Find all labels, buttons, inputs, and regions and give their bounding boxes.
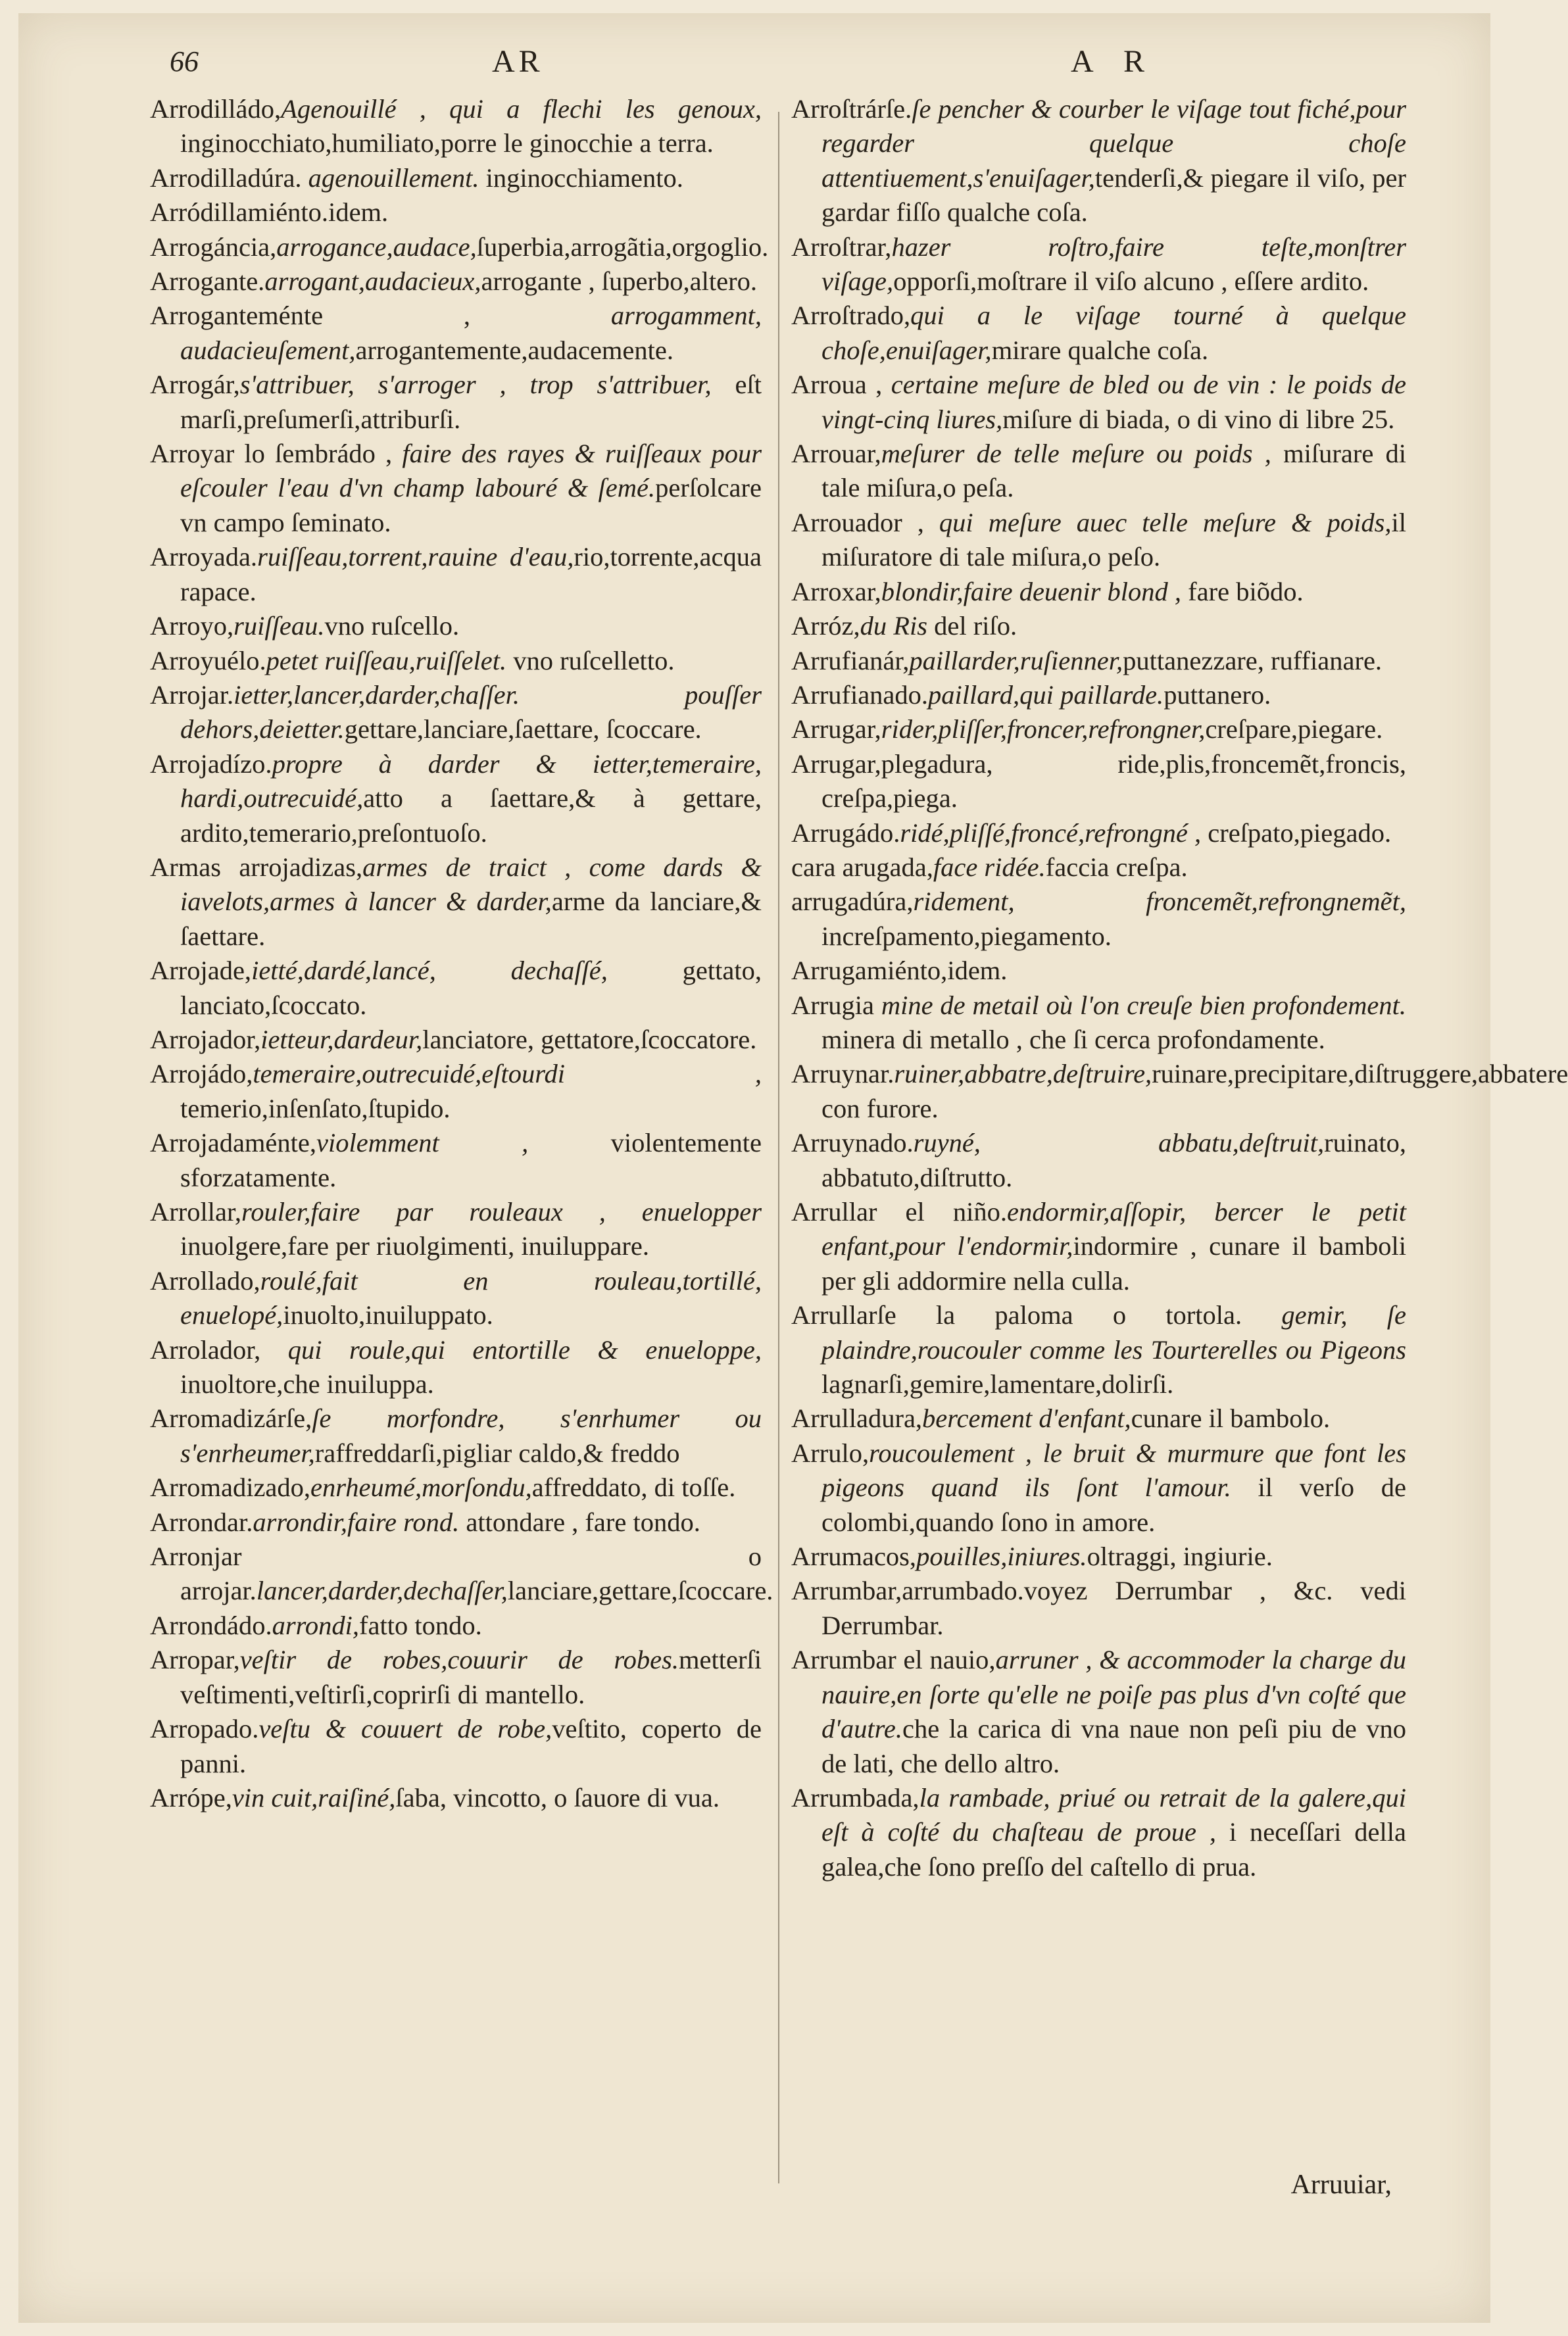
dictionary-entry [150,1781,762,1815]
entry-headword: Arrumbar, [791,1576,902,1606]
dictionary-entry [791,230,1406,299]
entry-french: paillarder,ruſienner, [909,645,1123,675]
entry-italian: faccia creſpa. [1045,852,1188,882]
entry-italian: veſtito, coperto de panni. [180,1714,762,1778]
entry-french: paillard,qui paillarde. [928,679,1164,710]
dictionary-entry [150,1195,762,1264]
dictionary-entry [150,230,769,264]
dictionary-entry [791,437,1406,506]
entry-italian: inginocchiamento. [479,162,683,193]
dictionary-entry [791,816,1406,850]
entry-headword: Arrondar. [150,1507,253,1537]
entry-headword: Arróz, [791,611,860,641]
dictionary-entry [791,712,1406,746]
entry-italian: temerio,inſenſato,ſtupido. [180,1093,451,1123]
entry-headword: Arroſtrárſe. [791,94,912,124]
entry-italian: lanciatore, gettatore,ſcoccatore. [422,1024,757,1054]
entry-italian: plegadura, ride,plis,froncemẽt,froncis, creſpa,piega. [821,748,1406,814]
entry-french: rider,pliſſer,froncer,refrongner, [881,714,1206,744]
dictionary-entry [791,747,1406,816]
entry-italian: rio,torrente,acqua rapace. [180,542,762,606]
entry-italian: ſaba, vincotto, o ſauore di vua. [395,1782,720,1813]
entry-italian: vno ruſcello. [324,611,460,641]
entry-italian: fare biõdo. [1181,576,1304,606]
entry-french: agenouillement. [301,162,479,193]
entry-french: ruiſſeau,torrent,rauine d'eau, [257,542,574,572]
entry-french: ſe pencher & courber le viſage tout fiché,pour regarder quelque choſe attentiuement,s'enuiſager, [821,94,1406,193]
entry-italian: oltraggi, ingiurie. [1087,1542,1273,1572]
entry-italian: indormire , cunare il bamboli per gli addormire nella culla. [821,1231,1407,1296]
catchword: Arruuiar, [1290,2170,1392,2200]
entry-headword: Arrugar, [791,714,881,744]
entry-french: blondir,faire deuenir blond , [881,576,1182,606]
entry-french: s'attribuer, s'arroger , trop s'attribuer, [239,370,712,400]
entry-french: violemment , [316,1128,529,1158]
dictionary-entry [150,540,762,609]
entry-french: ruiner,abbatre,deſtruire, [894,1059,1152,1089]
entry-italian: puttanezzare, ruffianare. [1123,645,1383,675]
entry-headword: Arrumbar el nauio, [791,1645,996,1675]
entry-french: vin cuit,raiſiné, [232,1782,396,1813]
dictionary-entry [150,1264,762,1333]
dictionary-entry [150,1126,762,1195]
dictionary-entry [791,988,1406,1058]
entry-italian: idem. [947,956,1008,986]
entry-italian: idem. [328,197,389,228]
entry-headword: Arrojadaménte, [150,1128,317,1158]
entry-french: temeraire,outrecuidé,eſtourdi , [253,1059,762,1089]
entry-italian: ruinato, abbatuto,diſtrutto. [821,1128,1406,1192]
entry-french: face ridée. [933,852,1046,882]
entry-french: ruiſſeau. [233,611,325,641]
entry-italian: increſpamento,piegamento. [821,921,1112,951]
dictionary-entry [791,1540,1406,1574]
dictionary-entry [791,678,1406,712]
dictionary-entry [150,1057,762,1126]
entry-headword: Arrollado, [150,1265,260,1296]
entry-italian: miſure di biada, o di vino di libre 25. [1002,404,1395,434]
entry-french: pouilles,iniures. [916,1542,1087,1572]
entry-french: roucoulement , le bruit & murmure que font les pigeons quand ils ſont l'amour. [821,1438,1406,1503]
entry-headword: Arrojador, [150,1024,261,1054]
entry-italian: cunare il bambolo. [1131,1403,1331,1434]
entry-italian: raffreddarſi,pigliar caldo,& freddo [314,1438,680,1468]
dictionary-entry [791,1298,1406,1401]
entry-french: qui a le viſage tourné à quelque choſe,enuiſager, [821,301,1406,365]
dictionary-entry [150,954,762,1023]
entry-headword: Arrufianado. [791,679,929,710]
entry-italian: ſuperbia,arrogãtia,orgoglio. [476,231,769,262]
entry-italian: arme da lanciare,& ſaettare. [180,887,762,951]
right-column [791,92,1568,1884]
dictionary-entry [150,1540,773,1609]
entry-italian: lanciare,gettare,ſcoccare. [507,1576,773,1606]
entry-headword: Arrojadízo. [150,748,272,779]
entry-italian: violentemente sforzatamente. [180,1128,762,1192]
entry-headword: Arrugádo. [791,817,900,848]
dictionary-entry [150,264,762,299]
dictionary-entry [791,885,1406,954]
entry-italian: lagnarſi,gemire,lamentare,dolirſi. [821,1369,1174,1399]
entry-headword: Arrojádo, [150,1059,253,1089]
left-running-head: AR [492,44,544,79]
entry-headword: Arrulladura, [791,1403,923,1434]
dictionary-entry [791,506,1406,575]
entry-headword: Arrolador, [150,1334,288,1365]
entry-headword: Arrullar el niño. [791,1197,1007,1227]
entry-french: veſtir de robes,couurir de robes. [239,1645,679,1675]
entry-headword: Arroyo, [150,611,234,641]
entry-french: arrogance,audace, [276,231,477,262]
entry-headword: Arrondádo. [150,1610,272,1640]
entry-headword: Arroganteménte , [150,301,611,331]
entry-headword: Arropar, [150,1645,240,1675]
entry-italian: arrumbado.voyez Derrumbar , &c. vedi Derrumbar. [821,1576,1406,1640]
entry-french: ſe morfondre, s'enrhumer ou s'enrheumer, [180,1403,762,1468]
dictionary-entry [791,1401,1406,1436]
entry-french: rouler,faire par rouleaux , enuelopper [241,1197,762,1227]
entry-headword: Arrumacos, [791,1542,917,1572]
entry-headword: Arrojar. [150,679,234,710]
dictionary-entry [791,1057,1568,1126]
dictionary-entry [791,1195,1406,1298]
entry-headword: Arronjar o arrojar. [150,1542,762,1606]
entry-italian: mirare qualche coſa. [991,335,1209,365]
entry-headword: Arrojade, [150,956,252,986]
entry-headword: Arrugar, [791,748,881,779]
entry-italian: i neceſſari della galea,che ſono preſſo del caſtello di prua. [821,1817,1406,1882]
entry-headword: Arruynar. [791,1059,894,1089]
entry-french: arruner , & accommoder la charge du nauire,en ſorte qu'elle ne poiſe pas plus d'vn coſté que d'autre. [821,1645,1406,1744]
entry-headword: Arrumbada, [791,1782,919,1813]
dictionary-entry [150,609,762,643]
right-running-head: A R [1071,44,1157,79]
dictionary-entry [150,437,762,540]
entry-headword: Arrugia [791,990,881,1020]
dictionary-entry [791,850,1406,885]
entry-french: arrogant,audacieux, [264,266,481,297]
entry-french: meſurer de telle meſure ou poids , [881,439,1271,469]
entry-italian: inuolto,inuiluppato. [283,1300,493,1330]
entry-italian: creſpare,piegare. [1205,714,1383,744]
dictionary-entry [150,195,762,230]
entry-headword: arrugadúra, [791,887,914,917]
dictionary-entry [791,954,1406,988]
entry-italian: tenderſi,& piegare il viſo, per gardar fiſſo qualche coſa. [821,162,1406,228]
entry-french: enrheumé,morſondu, [310,1472,532,1503]
entry-italian: minera di metallo , che ſi cerca profondamente. [821,1024,1325,1054]
dictionary-entry [791,92,1406,230]
entry-italian: gettare,lanciare,ſaettare, ſcoccare. [344,714,702,744]
entry-french: ietter,lancer,darder,chaſſer. pouſſer dehors,deietter. [180,679,762,744]
entry-french: lancer,darder,dechaſſer, [256,1576,508,1606]
entry-headword: Arródillamiénto. [150,197,329,228]
entry-italian: creſpato,piegado. [1201,817,1392,848]
entry-italian: attondare , fare tondo. [459,1507,700,1537]
entry-italian: metterſi veſtimenti,veſtirſi,coprirſi di mantello. [180,1645,762,1709]
entry-headword: Arrogár, [150,370,240,400]
entry-french: propre à darder & ietter,temeraire, hardi,outrecuidé, [180,748,762,814]
dictionary-entry [791,609,1406,643]
dictionary-entry [150,644,762,678]
entry-headword: Arroyar lo ſembrádo , [150,439,403,469]
dictionary-entry [150,368,762,437]
entry-french: qui meſure auec telle meſure & poids, [939,507,1392,537]
entry-headword: Arroſtrado, [791,301,911,331]
entry-headword: Arromadizado, [150,1472,311,1503]
dictionary-entry [791,1574,1406,1643]
dictionary-entry [150,678,762,747]
entry-french: veſtu & couuert de robe, [258,1714,552,1744]
page-number: 66 [170,45,199,78]
entry-french: petet ruiſſeau,ruiſſelet. [266,645,507,675]
entry-french: armes de traict , come dards & iavelots,armes à lancer & darder, [180,852,762,917]
entry-italian: che la carica di vna naue non peſi piu de vno de lati, che dello altro. [821,1714,1406,1778]
dictionary-entry [791,1781,1406,1884]
entry-headword: cara arugada, [791,852,933,882]
dictionary-entry [791,299,1406,368]
entry-headword: Arrulo, [791,1438,870,1468]
dictionary-entry [150,747,762,850]
entry-french: la rambade, priué ou retrait de la galere,qui eſt à coſté du chaſteau de proue , [821,1782,1406,1847]
dictionary-entry [150,1333,762,1402]
entry-headword: Arroxar, [791,576,881,606]
entry-italian: arrogantemente,audacemente. [355,335,674,365]
dictionary-entry [791,1436,1406,1540]
page-header [18,33,1490,99]
entry-headword: Arrullarſe la paloma o tortola. [791,1300,1242,1330]
entry-headword: Arroyada. [150,542,258,572]
entry-french: ietté,dardé,lancé, dechaſſé, [251,956,608,986]
dictionary-entry [150,1643,762,1712]
entry-french: ietteur,dardeur, [260,1024,423,1054]
dictionary-entry [150,1401,762,1471]
left-column [150,92,773,1815]
entry-french: endormir,aſſopir, bercer le petit enfant,pour l'endormir, [821,1197,1406,1261]
entry-french: arrondi, [272,1610,359,1640]
entry-italian: il miſuratore di tale miſura,o peſo. [821,507,1406,572]
entry-headword: Arrouador , [791,507,939,537]
dictionary-entry [791,1643,1406,1781]
entry-italian: miſurare di tale miſura,o peſa. [821,439,1406,503]
dictionary-entry [150,1609,762,1643]
entry-headword: Arrufianár, [791,645,910,675]
entry-headword: Arrodilládo, [150,94,282,124]
dictionary-entry [150,1023,762,1057]
dictionary-entry [791,575,1406,609]
entry-headword: Armas arrojadizas, [150,852,363,882]
entry-headword: Arrugamiénto, [791,956,948,986]
entry-french: ruyné, abbatu,deſtruit, [913,1128,1325,1158]
dictionary-entry [150,299,762,368]
entry-headword: Arromadizárſe, [150,1403,312,1434]
book-page [18,13,1568,2323]
entry-italian: affreddato, di toſſe. [531,1472,736,1503]
entry-headword: Arroua , [791,370,891,400]
entry-french: arrondir,faire rond. [253,1507,460,1537]
entry-italian: puttanero. [1164,679,1271,710]
entry-headword: Arrollar, [150,1197,241,1227]
dictionary-entry [150,92,762,161]
entry-french: ridé,pliſſé,froncé,refrongné , [900,817,1202,848]
entry-french: hazer roſtro,faire teſte,monſtrer viſage, [821,231,1406,297]
dictionary-entry [791,644,1406,678]
dictionary-entry [150,161,762,195]
entry-french: roulé,fait en rouleau,tortillé, enuelopé, [180,1265,762,1330]
entry-french: du Ris [860,611,927,641]
dictionary-entry [150,1712,762,1781]
entry-headword: Arroſtrar, [791,231,892,262]
entry-italian: perſolcare vn campo ſeminato. [180,473,762,537]
dictionary-entry [150,1505,762,1540]
entry-french: certaine meſure de bled ou de vin : le poids de vingt-cinq liures, [821,370,1406,434]
dictionary-entry [150,1471,762,1505]
entry-italian: inuoltore,che inuiluppa. [180,1369,434,1399]
entry-french: bercement d'enfant, [922,1403,1131,1434]
entry-headword: Arrogante. [150,266,265,297]
entry-italian: il verſo de colombi,quando ſono in amore. [821,1472,1406,1537]
entry-french: gemir, ſe plaindre,roucouler comme les Tourterelles ou Pigeons [821,1300,1406,1365]
entry-french: faire des rayes & ruiſſeaux pour eſcouler l'eau d'vn champ labouré & ſemé. [180,439,762,503]
dictionary-entry [791,1126,1406,1195]
entry-french: mine de metail où l'on creuſe bien profondement. [881,990,1406,1020]
entry-french: arrogamment, audacieuſement, [180,301,762,365]
column-divider [778,112,779,2183]
entry-headword: Arrogáncia, [150,231,277,262]
entry-headword: Arrópe, [150,1782,232,1813]
entry-headword: Arrouar, [791,439,881,469]
entry-french: qui roule,qui entortille & enueloppe, [287,1334,762,1365]
entry-italian: ruinare,precipitare,diſtruggere,abbatere con furore. [821,1059,1568,1123]
entry-italian: opporſi,moſtrare il viſo alcuno , eſſere ardito. [893,266,1369,297]
entry-italian: inginocchiato,humiliato,porre le ginocchie a terra. [180,128,714,158]
entry-italian: inuolgere,fare per riuolgimenti, inuiluppare. [180,1231,650,1261]
entry-headword: Arroyuélo. [150,645,266,675]
entry-italian: gettato, lanciato,ſcoccato. [180,956,762,1020]
entry-french: Agenouillé , qui a flechi les genoux, [281,94,762,124]
entry-italian: eſt marſi,preſumerſi,attriburſi. [180,370,762,434]
entry-french: ridement, froncemẽt,refrongnemẽt, [913,887,1406,917]
dictionary-entry [150,850,762,954]
dictionary-entry [791,368,1406,437]
entry-headword: Arrodilladúra. [150,162,302,193]
entry-italian: atto a ſaettare,& à gettare, ardito,temerario,preſontuoſo. [180,783,762,848]
entry-italian: fatto tondo. [358,1610,482,1640]
entry-headword: Arruynado. [791,1128,914,1158]
entry-headword: Arropado. [150,1714,259,1744]
entry-italian: arrogante , ſuperbo,altero. [481,266,757,297]
entry-italian: vno ruſcelletto. [506,645,675,675]
entry-italian: del riſo. [927,611,1017,641]
